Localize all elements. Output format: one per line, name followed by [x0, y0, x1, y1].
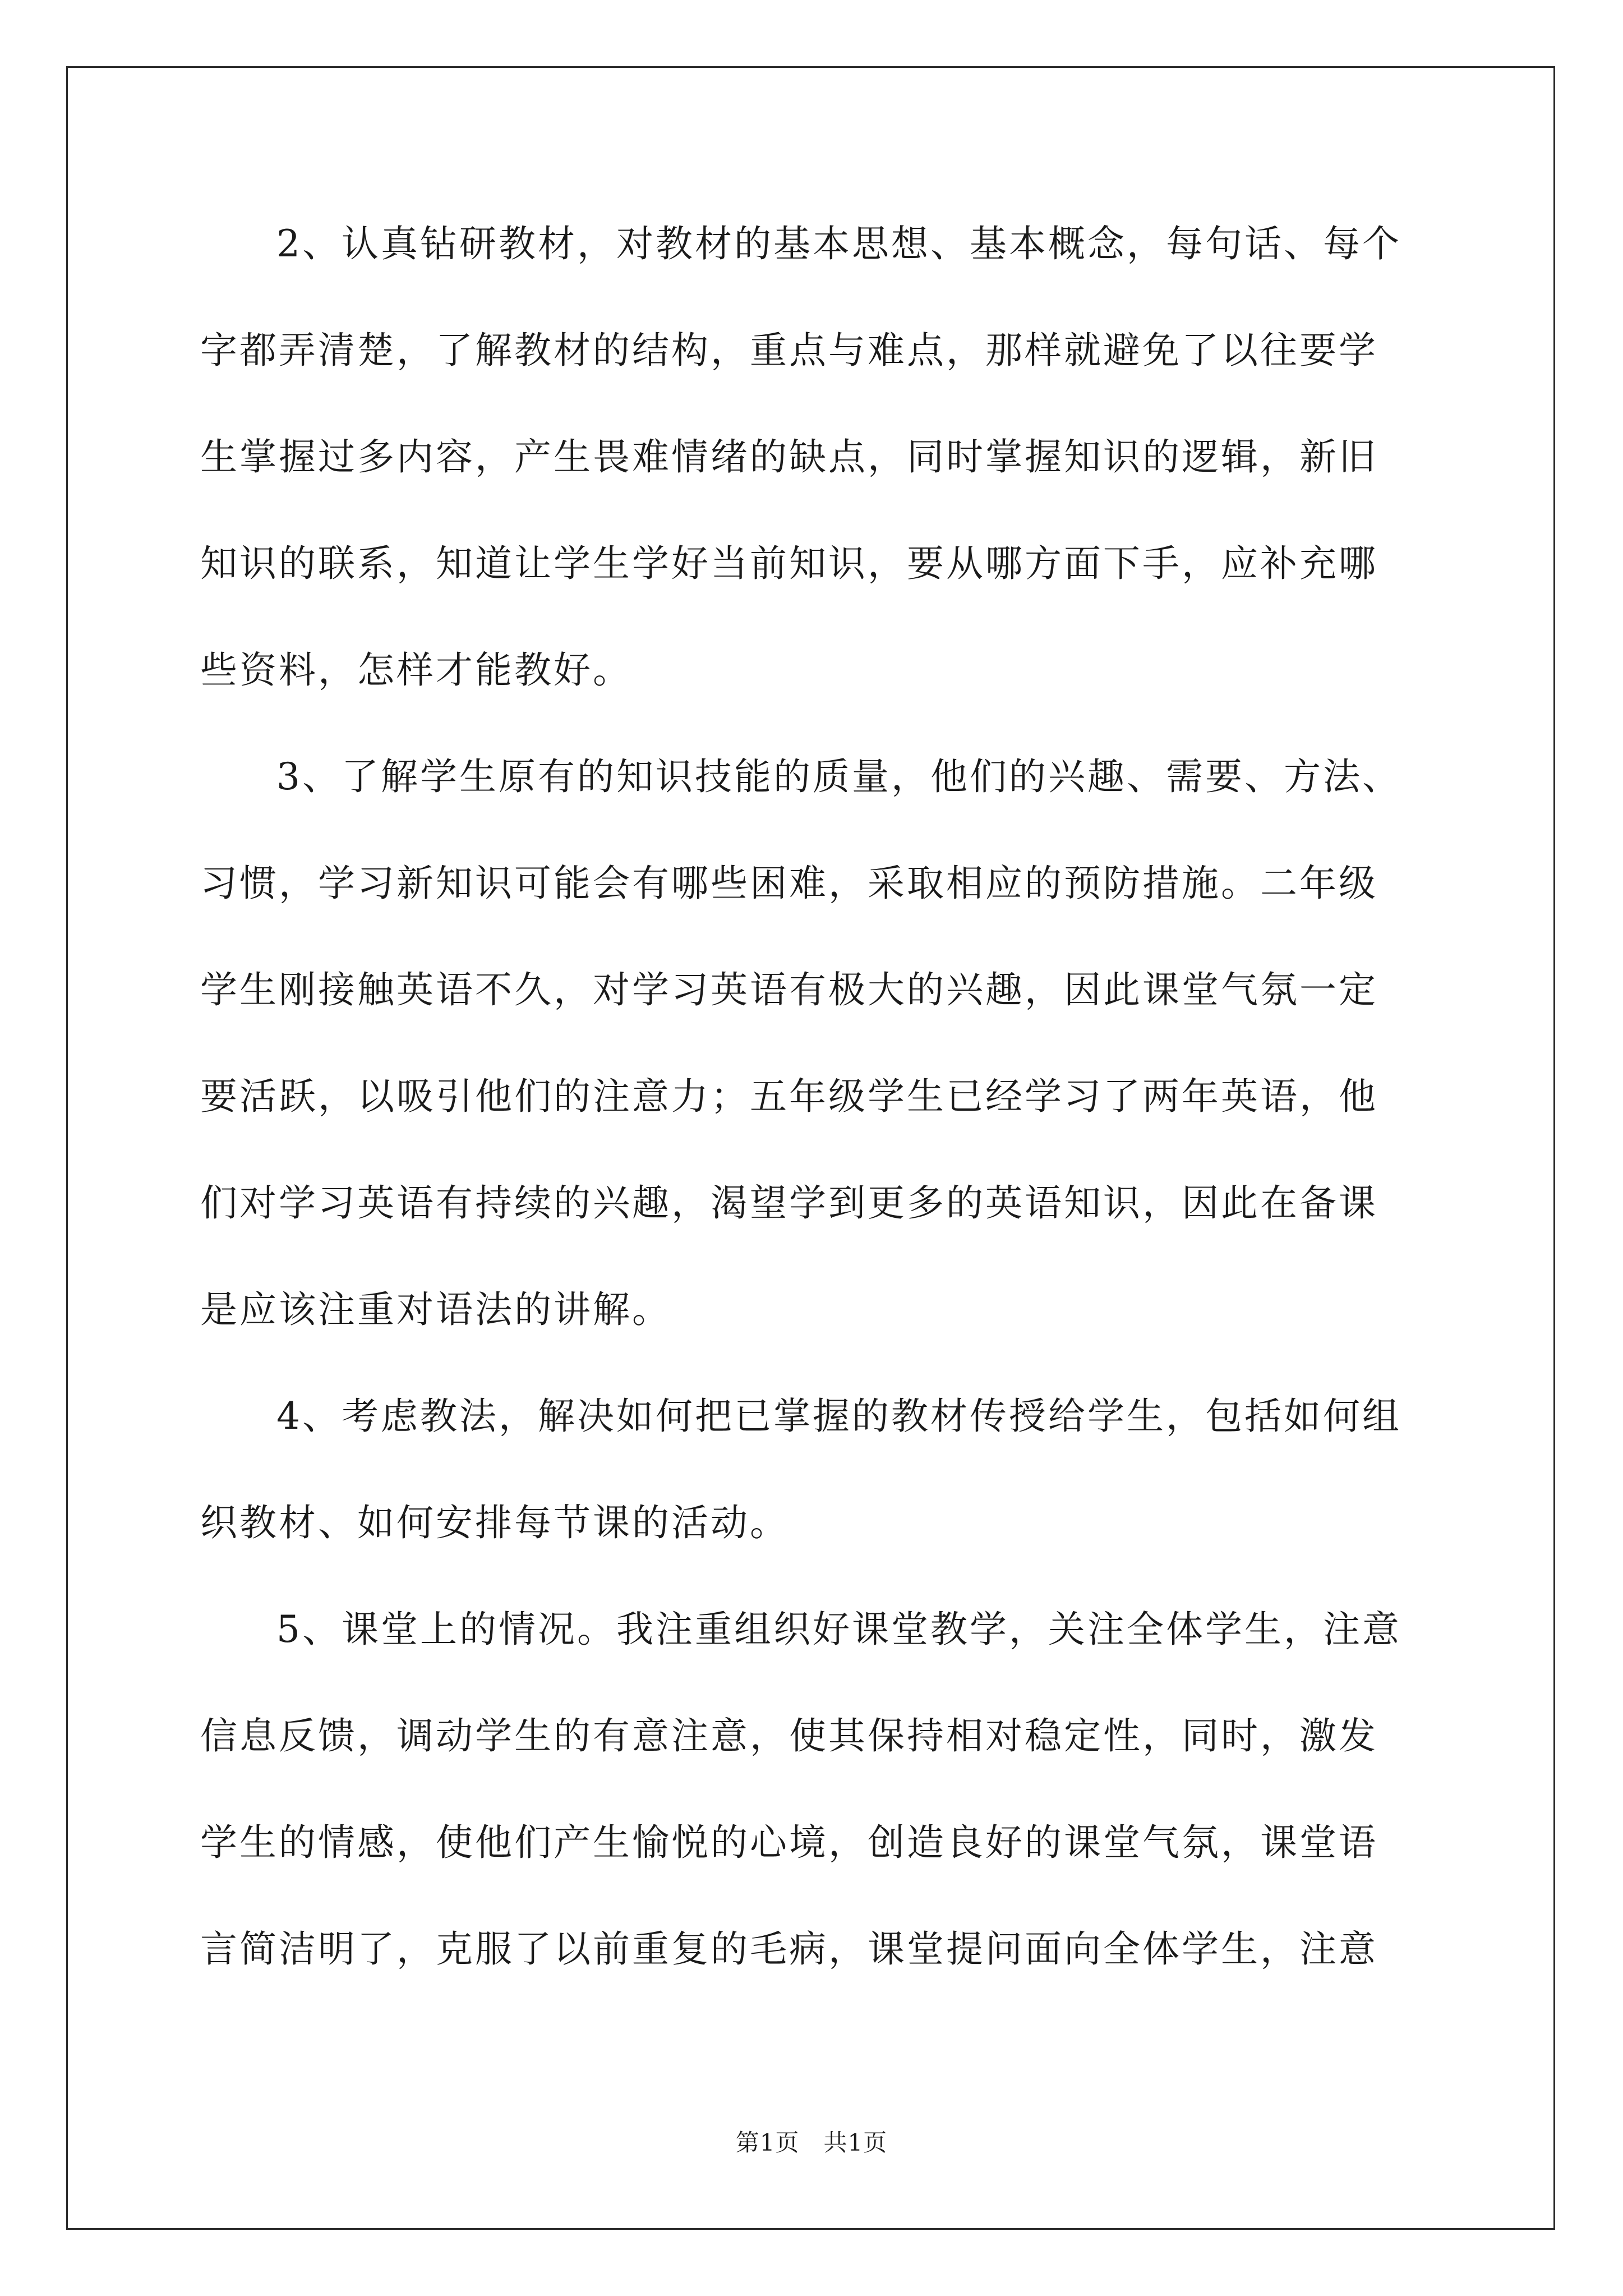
text-line: 习惯，学习新知识可能会有哪些困难，采取相应的预防措施。二年级: [200, 862, 1378, 905]
text-line: 知识的联系，知道让学生学好当前知识，要从哪方面下手，应补充哪: [200, 542, 1378, 585]
text-line: 织教材、如何安排每节课的活动。: [200, 1501, 789, 1544]
document-body: [200, 213, 1434, 2025]
text-line: 学生刚接触英语不久，对学习英语有极大的兴趣，因此课堂气氛一定: [200, 968, 1378, 1011]
text-line: 信息反馈，调动学生的有意注意，使其保持相对稳定性，同时，激发: [200, 1714, 1378, 1757]
text-line: 学生的情感，使他们产生愉悦的心境，创造良好的课堂气氛，课堂语: [200, 1821, 1378, 1864]
text-line: 字都弄清楚，了解教材的结构，重点与难点，那样就避免了以往要学: [200, 329, 1378, 372]
text-line: 言简洁明了，克服了以前重复的毛病，课堂提问面向全体学生，注意: [200, 1927, 1378, 1971]
text-line: 些资料，怎样才能教好。: [200, 648, 632, 692]
text-line: 要活跃，以吸引他们的注意力；五年级学生已经学习了两年英语，他: [200, 1075, 1378, 1118]
text-line: 2、认真钻研教材，对教材的基本思想、基本概念，每句话、每个: [276, 222, 1401, 265]
text-line: 3、了解学生原有的知识技能的质量，他们的兴趣、需要、方法、: [276, 755, 1401, 798]
text-line: 5、课堂上的情况。我注重组织好课堂教学，关注全体学生，注意: [276, 1608, 1401, 1651]
text-line: 们对学习英语有持续的兴趣，渴望学到更多的英语知识，因此在备课: [200, 1181, 1378, 1225]
text-line: 生掌握过多内容，产生畏难情绪的缺点，同时掌握知识的逻辑，新旧: [200, 435, 1378, 478]
page-number-footer: 第1页 共1页: [735, 2129, 888, 2156]
text-line: 4、考虑教法，解决如何把已掌握的教材传授给学生，包括如何组: [276, 1395, 1401, 1438]
text-line: 是应该注重对语法的讲解。: [200, 1288, 671, 1331]
